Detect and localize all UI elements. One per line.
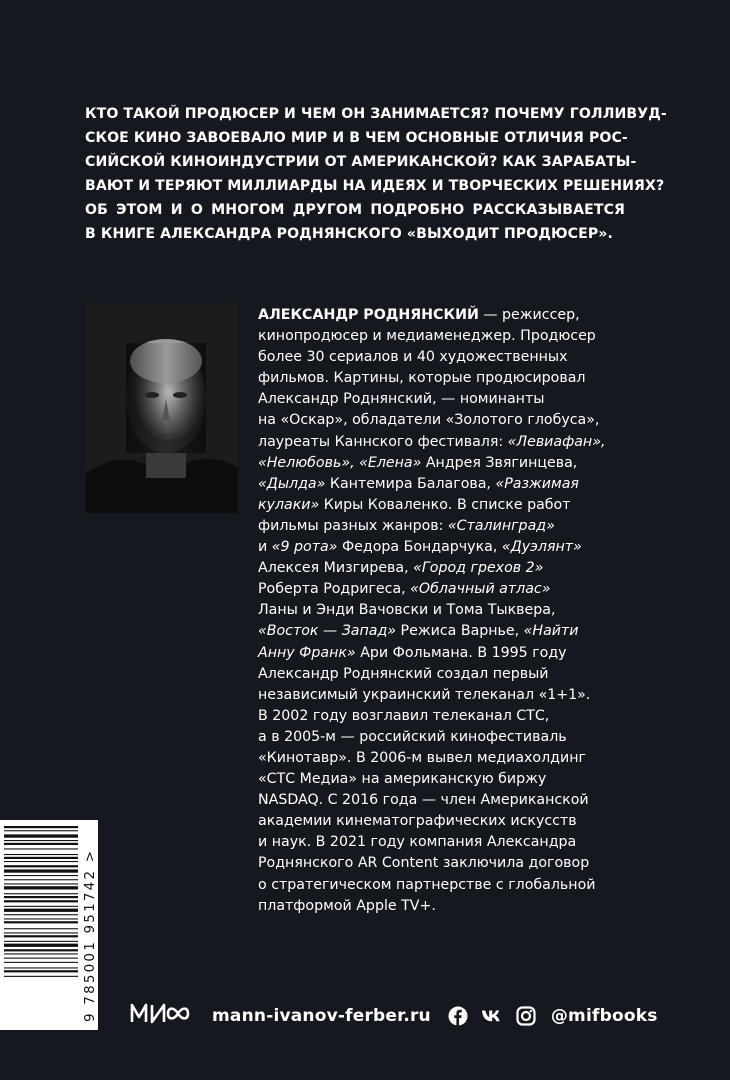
bio-text: Кантемира Балагова,	[325, 475, 496, 492]
bio-text: Режиса Варнье,	[396, 623, 524, 640]
bio-text: — режиссер,	[478, 307, 580, 323]
social-handle[interactable]: @mifbooks	[550, 1006, 658, 1026]
blurb-line: ВАЮТ И ТЕРЯЮТ МИЛЛИАРДЫ НА ИДЕЯХ И ТВОРЧЕСКИХ РЕШЕНИЯХ?	[85, 178, 665, 194]
film-title: «Сталинград»	[447, 517, 555, 534]
isbn-digits: 9 785001 951742 >	[82, 848, 98, 1022]
book-blurb	[85, 102, 667, 246]
author-portrait-image	[86, 303, 238, 513]
bio-line: более 30 сериалов и 40 художественных	[258, 349, 568, 366]
film-title: «Дуэлянт»	[501, 539, 582, 556]
instagram-icon[interactable]	[515, 1005, 537, 1027]
bio-line	[258, 537, 630, 558]
bio-text: фильмы разных жанров:	[258, 517, 448, 534]
bio-line: «СТС Медиа» на американскую биржу	[258, 771, 547, 788]
bio-line: Александр Роднянский, — номинанты	[258, 391, 545, 408]
blurb-line: СИЙСКОЙ КИНОИНДУСТРИИ ОТ АМЕРИКАНСКОЙ? КАК ЗАРАБАТЫ-	[85, 154, 637, 170]
bio-line: В 2002 году возглавил телеканал СТС,	[258, 707, 550, 724]
bio-text: Роберта Родригеса,	[258, 581, 411, 598]
bio-line: Роднянского AR Content заключила договор	[258, 855, 590, 872]
bio-line	[258, 305, 630, 326]
bio-line: академии кинематографических искусств	[258, 813, 577, 830]
facebook-icon[interactable]	[447, 1005, 469, 1027]
blurb-line: СКОЕ КИНО ЗАВОЕВАЛО МИР И В ЧЕМ ОСНОВНЫЕ ОТЛИЧИЯ РОС-	[85, 130, 628, 146]
author-name: АЛЕКСАНДР РОДНЯНСКИЙ	[258, 307, 479, 323]
film-title: кулаки»	[258, 496, 320, 513]
bio-line: платформой Apple TV+.	[258, 897, 436, 914]
publisher-website[interactable]: mann-ivanov-ferber.ru	[212, 1006, 431, 1026]
bio-line	[258, 643, 630, 664]
author-portrait	[86, 303, 238, 513]
bio-line: NASDAQ. С 2016 года — член Американской	[258, 792, 589, 809]
vk-icon[interactable]	[481, 1005, 503, 1027]
bio-line	[258, 621, 630, 642]
bio-line	[258, 453, 630, 474]
blurb-line: ОБ ЭТОМ И О МНОГОМ ДРУГОМ ПОДРОБНО РАССКАЗЫВАЕТСЯ	[85, 202, 625, 218]
bio-line: на «Оскар», обладатели «Золотого глобуса»,	[258, 412, 600, 429]
bio-line	[258, 579, 630, 600]
bio-line	[258, 516, 630, 537]
bio-line: Александр Роднянский создал первый	[258, 665, 549, 682]
film-title: «Дылда»	[258, 475, 326, 492]
bio-line	[258, 495, 630, 516]
bio-line: о стратегическом партнерстве с глобальной	[258, 876, 596, 893]
bio-line	[258, 558, 630, 579]
bio-text: Андрея Звягинцева,	[421, 454, 578, 471]
bio-line: независимый украинский телеканал «1+1».	[258, 686, 591, 703]
bio-text: Ари Фольмана. В 1995 году	[355, 644, 567, 661]
bio-line: Ланы и Энди Вачовски и Тома Тыквера,	[258, 602, 556, 619]
bio-line	[258, 432, 630, 453]
film-title: «9 рота»	[271, 539, 338, 556]
bio-line: кинопродюсер и медиаменеджер. Продюсер	[258, 328, 596, 345]
film-title: «Облачный атлас»	[410, 581, 551, 598]
bio-text: лауреаты Каннского фестиваля:	[258, 433, 508, 450]
bio-text: и	[258, 539, 272, 556]
publisher-logo	[130, 1001, 192, 1031]
bio-line: и наук. В 2021 году компания Александра	[258, 834, 577, 851]
bio-text: Алексея Мизгирева,	[258, 560, 414, 577]
bio-text: Киры Коваленко. В списке работ	[319, 496, 571, 513]
film-title: «Найти	[523, 623, 579, 640]
author-bio	[258, 305, 630, 917]
blurb-line: В КНИГЕ АЛЕКСАНДРА РОДНЯНСКОГО «ВЫХОДИТ ПРОДЮСЕР».	[85, 226, 613, 242]
mif-logo-icon	[130, 1001, 192, 1025]
blurb-line: КТО ТАКОЙ ПРОДЮСЕР И ЧЕМ ОН ЗАНИМАЕТСЯ? ПОЧЕМУ ГОЛЛИВУД-	[85, 106, 667, 122]
publisher-footer	[130, 998, 658, 1034]
bio-line	[258, 474, 630, 495]
bio-line: а в 2005-м — российский кинофестиваль	[258, 728, 567, 745]
film-title: «Город грехов 2»	[413, 560, 544, 577]
film-title: «Разжимая	[495, 475, 579, 492]
film-title: «Нелюбовь», «Елена»	[258, 454, 422, 471]
film-title: «Левиафан»,	[507, 433, 606, 450]
bio-line: фильмов. Картины, которые продюсировал	[258, 370, 586, 387]
film-title: «Восток — Запад»	[258, 623, 397, 640]
film-title: Анну Франк»	[258, 644, 356, 661]
bio-line: «Кинотавр». В 2006-м вывел медиахолдинг	[258, 749, 586, 766]
bio-text: Федора Бондарчука,	[337, 539, 502, 556]
